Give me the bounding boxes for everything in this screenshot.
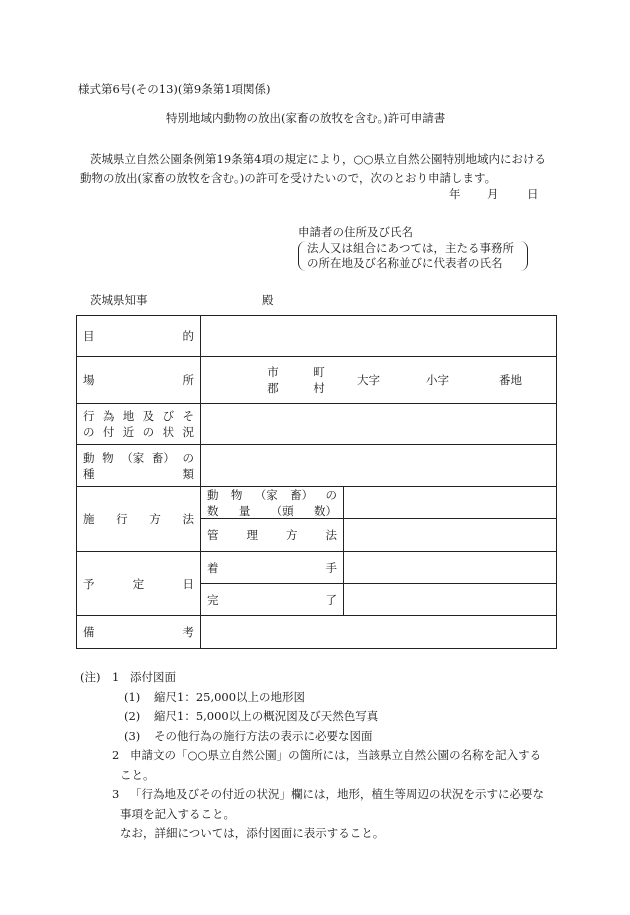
- note-2-text-1: 申請文の「○○県立自然公園」の箇所には，当該県立自然公園の名称を記入する: [130, 748, 542, 762]
- honorific: 殿: [262, 293, 274, 307]
- char: 況: [182, 425, 194, 439]
- char: （家: [121, 450, 145, 465]
- place-oaza: 大字: [357, 373, 380, 387]
- char: 的: [182, 329, 194, 343]
- char: 日: [182, 576, 194, 591]
- note-1-1-number: (1): [124, 689, 141, 704]
- char: （家: [254, 487, 278, 502]
- addressee: 茨城県知事: [90, 293, 148, 307]
- char: 着: [207, 560, 219, 575]
- char: 畜）: [151, 450, 175, 465]
- field-schedule-start[interactable]: [344, 552, 557, 584]
- label-purpose: [77, 316, 201, 357]
- applicant-note-line-2: の所在地及び名称並びに代表者の氏名: [307, 256, 503, 270]
- char: 行: [116, 512, 128, 526]
- char: 行: [83, 409, 95, 423]
- application-paragraph: [80, 150, 558, 188]
- place-koaza: 小字: [426, 373, 449, 387]
- applicant-note-line-1: 法人又は組合にあつては，主たる事務所: [307, 241, 514, 255]
- char: 近: [122, 425, 135, 439]
- label-animal-type: [77, 445, 201, 487]
- char: 数: [207, 503, 219, 518]
- char: 物: [102, 450, 114, 465]
- char: 畜）: [290, 487, 314, 502]
- char: 法: [182, 512, 194, 526]
- char: 動: [207, 487, 219, 502]
- char: 地: [122, 409, 135, 423]
- field-animal-type[interactable]: [201, 445, 557, 487]
- char: 及: [142, 409, 155, 423]
- date-month: 月: [487, 187, 499, 201]
- form-number: 様式第6号(その13)(第9条第1項関係): [78, 82, 271, 96]
- note-1-2-text: 縮尺1：5,000以上の概況図及び天然色写真: [154, 709, 379, 723]
- row-remarks: [77, 616, 557, 649]
- char: 目: [83, 329, 95, 343]
- note-2-number: 2: [112, 748, 120, 762]
- char: 数）: [313, 503, 337, 518]
- applicant-label: 申請者の住所及び氏名: [298, 225, 413, 239]
- note-2-text-2: こと。: [120, 767, 155, 782]
- char: そ: [182, 409, 194, 423]
- place-mura: 村: [313, 381, 325, 395]
- label-place: [77, 357, 201, 404]
- char: 理: [246, 528, 258, 542]
- char: の: [182, 450, 194, 465]
- date-day: 日: [527, 187, 539, 201]
- char: 所: [182, 373, 194, 387]
- note-3-text-2: 事項を記入すること。: [120, 806, 235, 821]
- char: 場: [83, 373, 95, 387]
- paragraph-line-1: 茨城県立自然公園条例第19条第4項の規定により，○○県立自然公園特別地域内における: [90, 152, 547, 166]
- note-1-3-text: その他行為の施行方法の表示に必要な図面: [154, 728, 373, 743]
- note-1-number: 1: [112, 670, 120, 684]
- field-method-management[interactable]: [344, 519, 557, 552]
- row-situation: [77, 404, 557, 445]
- char: 動: [83, 450, 95, 465]
- place-shi: 市: [267, 365, 279, 379]
- char: 量: [238, 503, 251, 518]
- char: の: [83, 425, 95, 439]
- char: 施: [83, 512, 95, 526]
- place-gun: 郡: [267, 381, 279, 395]
- label-schedule-end: [201, 584, 344, 616]
- char: （頭: [270, 503, 294, 518]
- char: 状: [162, 425, 175, 439]
- char: 法: [325, 528, 337, 542]
- label-method-management: [201, 519, 344, 552]
- char: 管: [207, 528, 219, 542]
- char: 為: [102, 409, 115, 423]
- char: び: [162, 409, 175, 423]
- char: 付: [102, 425, 115, 439]
- field-method-quantity[interactable]: [344, 487, 557, 519]
- place-banchi: 番地: [499, 373, 522, 387]
- notes-label: (注): [80, 670, 101, 684]
- char: 考: [182, 625, 194, 639]
- field-remarks[interactable]: [201, 616, 557, 649]
- field-place[interactable]: [201, 357, 557, 404]
- char: 手: [325, 560, 337, 575]
- label-schedule-start: [201, 552, 344, 584]
- field-situation[interactable]: [201, 404, 557, 445]
- place-city-county: [265, 364, 281, 396]
- char: 物: [230, 487, 243, 502]
- note-3-text-1: 「行為地及びその付近の状況」欄には，地形，植生等周辺の状況を示すに必要な: [130, 787, 544, 801]
- label-method: [77, 487, 201, 552]
- row-schedule-start: [77, 552, 557, 584]
- label-remarks: [77, 616, 201, 649]
- date-year: 年: [449, 187, 461, 201]
- char: 備: [83, 625, 95, 639]
- label-method-quantity: [201, 487, 344, 519]
- applicant-note: [298, 241, 528, 271]
- char: 方: [149, 512, 161, 526]
- field-purpose[interactable]: [201, 316, 557, 357]
- note-1-3-number: (3): [124, 728, 141, 743]
- date-line: [449, 186, 539, 202]
- place-town-village: [311, 364, 327, 396]
- note-1-text: 添付図面: [130, 670, 176, 684]
- place-machi: 町: [313, 365, 325, 379]
- char: 了: [325, 592, 337, 607]
- char: の: [325, 487, 337, 502]
- field-schedule-end[interactable]: [344, 584, 557, 616]
- label-schedule: [77, 552, 201, 616]
- char: 予: [83, 576, 95, 591]
- char: 完: [207, 592, 219, 607]
- document-title: 特別地域内動物の放出(家畜の放牧を含む。)許可申請書: [166, 111, 446, 125]
- note-1-1-text: 縮尺1：25,000以上の地形図: [154, 689, 306, 704]
- note-3-number: 3: [112, 787, 120, 801]
- paragraph-line-2: 動物の放出(家畜の放牧を含む。)の許可を受けたいので，次のとおり申請します。: [80, 171, 497, 185]
- char: の: [142, 425, 155, 439]
- row-place: [77, 357, 557, 404]
- char: 方: [286, 528, 298, 542]
- row-method-qty: [77, 487, 557, 519]
- label-situation: [77, 404, 201, 445]
- row-purpose: [77, 316, 557, 357]
- char: 定: [132, 576, 145, 591]
- note-3-text-3: なお，詳細については，添付図面に表示すること。: [120, 826, 385, 840]
- char: 種: [83, 466, 95, 481]
- note-1-2-number: (2): [124, 709, 141, 723]
- char: 類: [182, 466, 194, 481]
- application-form-table: [76, 315, 557, 649]
- row-animal-type: [77, 445, 557, 487]
